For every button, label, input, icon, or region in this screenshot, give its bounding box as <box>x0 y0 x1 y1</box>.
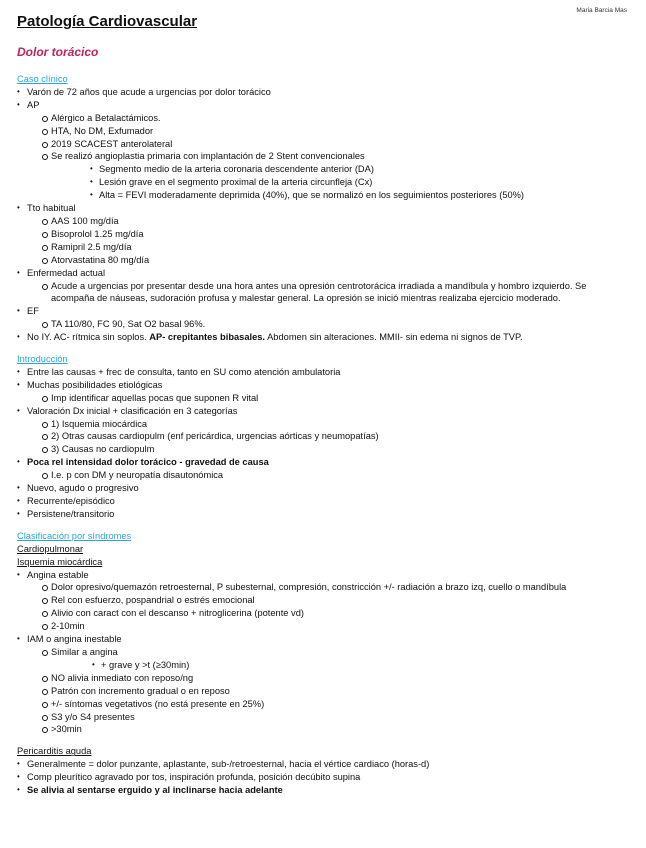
exploration-text-a: No IY. AC- rítmica sin soplos. <box>27 332 150 343</box>
section-heading-intro: Introducción <box>17 354 68 365</box>
list-item: Alérgico a Betalactámicos. <box>17 112 617 125</box>
list-item: • Tto habitual <box>17 202 617 215</box>
iam-list-head <box>17 633 617 646</box>
caso-list <box>17 86 617 112</box>
list-item: • Entre las causas + frec de consulta, tanto en SU como atención ambulatoria <box>17 366 617 379</box>
tto-list-head <box>17 202 617 215</box>
list-item: 2019 SCACEST anterolateral <box>17 138 617 151</box>
list-item-bold: Poca rel intensidad dolor torácico - gravedad de causa <box>27 457 269 468</box>
list-item: Se realizó angioplastia primaria con implantación de 2 Stent convencionales <box>17 150 617 163</box>
iam-grave-list <box>17 659 617 672</box>
list-item: • Varón de 72 años que acude a urgencias por dolor torácico <box>17 86 617 99</box>
list-item: • Segmento medio de la arteria coronaria descendente anterior (DA) <box>17 163 617 176</box>
list-item: Imp identificar aquellas pocas que suponen R vital <box>17 392 617 405</box>
list-item <box>17 456 617 469</box>
ef-list-head <box>17 305 617 318</box>
document-body <box>17 73 617 797</box>
list-item <box>17 99 617 112</box>
list-item: Rel con esfuerzo, pospandrial o estrés emocional <box>17 594 617 607</box>
list-item <box>17 331 617 344</box>
exploration-list <box>17 331 617 344</box>
list-item: >30min <box>17 723 617 736</box>
subheading-cardiopulmonar: Cardiopulmonar <box>17 543 84 554</box>
list-item: Acude a urgencias por presentar desde una hora antes una opresión centrotorácica irradiada a mandíbula y hombro izquierdo. Se acompaña de náuseas, sudoración profusa y malestar general. La opresión se inició mientras realizaba ejercicio moderado. <box>17 280 617 306</box>
list-item: • Alta = FEVI moderadamente deprimida (40%), que se normalizó en los seguimientos posteriores (50%) <box>17 189 617 202</box>
list-item: +/- síntomas vegetativos (no está presente en 25%) <box>17 698 617 711</box>
list-item: Patrón con incremento gradual o en reposo <box>17 685 617 698</box>
ef-list <box>17 318 617 331</box>
list-item: Atorvastatina 80 mg/día <box>17 254 617 267</box>
intro-sublist-b <box>17 418 617 457</box>
subheading-isquemia: Isquemia miocárdica <box>17 556 103 567</box>
ap-list <box>17 112 617 164</box>
intro-sublist-a <box>17 392 617 405</box>
intro-sublist-c <box>17 469 617 482</box>
list-item: Ramipril 2.5 mg/día <box>17 241 617 254</box>
exploration-text-c: Abdomen sin alteraciones. MMII- sin edema ni signos de TVP. <box>265 332 523 343</box>
list-item: TA 110/80, FC 90, Sat O2 basal 96%. <box>17 318 617 331</box>
page-title: Patología Cardiovascular <box>17 13 198 30</box>
list-item: • Generalmente = dolor punzante, aplastante, sub-/retroesternal, hacia el vértice cardiaco (horas-d) <box>17 758 617 771</box>
list-item: • Angina estable <box>17 569 617 582</box>
ea-list-head <box>17 267 617 280</box>
intro-list-c <box>17 456 617 469</box>
list-item-bold: Se alivia al sentarse erguido y al inclinarse hacia adelante <box>27 785 283 796</box>
list-item: S3 y/o S4 presentes <box>17 711 617 724</box>
list-item: • Lesión grave en el segmento proximal de la arteria circunfleja (Cx) <box>17 176 617 189</box>
intro-list-d <box>17 482 617 521</box>
list-item: • EF <box>17 305 617 318</box>
list-item: 2-10min <box>17 620 617 633</box>
section-heading-clasificacion: Clasificación por síndromes <box>17 530 132 541</box>
list-item: I.e. p con DM y neuropatía disautonómica <box>17 469 617 482</box>
section-heading-caso: Caso clínico <box>17 74 68 84</box>
list-item <box>17 784 617 797</box>
list-item-label: AP <box>27 99 40 110</box>
stent-list <box>17 163 617 202</box>
intro-list-b <box>17 405 617 418</box>
tto-list <box>17 215 617 267</box>
page-subtitle: Dolor torácico <box>17 45 99 59</box>
list-item: • Nuevo, agudo o progresivo <box>17 482 617 495</box>
intro-list-a <box>17 366 617 392</box>
list-item: HTA, No DM, Exfumador <box>17 125 617 138</box>
iam-list <box>17 672 617 737</box>
list-item: 2) Otras causas cardiopulm (enf pericárdica, urgencias aórticas y neumopatías) <box>17 430 617 443</box>
list-item: Alivio con caract con el descanso + nitroglicerina (potente vd) <box>17 607 617 620</box>
list-item: 3) Causas no cardiopulm <box>17 443 617 456</box>
list-item: Bisoprolol 1.25 mg/día <box>17 228 617 241</box>
list-item: • Recurrente/episódico <box>17 495 617 508</box>
list-item: • Comp pleurítico agravado por tos, inspiración profunda, posición decúbito supina <box>17 771 617 784</box>
list-item: AAS 100 mg/día <box>17 215 617 228</box>
pericarditis-list <box>17 758 617 797</box>
list-item: 1) Isquemia miocárdica <box>17 418 617 431</box>
list-item: NO alivia inmediato con reposo/ng <box>17 672 617 685</box>
angina-list-head <box>17 569 617 582</box>
author-name: Maria Barcia Mas <box>576 7 627 14</box>
angina-list <box>17 581 617 633</box>
list-item: Dolor opresivo/quemazón retroesternal, P subesternal, compresión, constricción +/- radiación a brazo izq, cuello o mandíbula <box>17 581 617 594</box>
list-item: • Muchas posibilidades etiológicas <box>17 379 617 392</box>
list-item: • Enfermedad actual <box>17 267 617 280</box>
ea-list <box>17 280 617 306</box>
list-item: • Valoración Dx inicial + clasificación en 3 categorías <box>17 405 617 418</box>
list-item: Similar a angina <box>17 646 617 659</box>
list-item: • Persistene/transitorio <box>17 508 617 521</box>
subheading-pericarditis: Pericarditis aguda <box>17 746 92 757</box>
list-item: • IAM o angina inestable <box>17 633 617 646</box>
list-item: • + grave y >t (≥30min) <box>17 659 617 672</box>
exploration-text-bold: AP- crepitantes bibasales. <box>149 332 266 343</box>
iam-similar-list <box>17 646 617 659</box>
